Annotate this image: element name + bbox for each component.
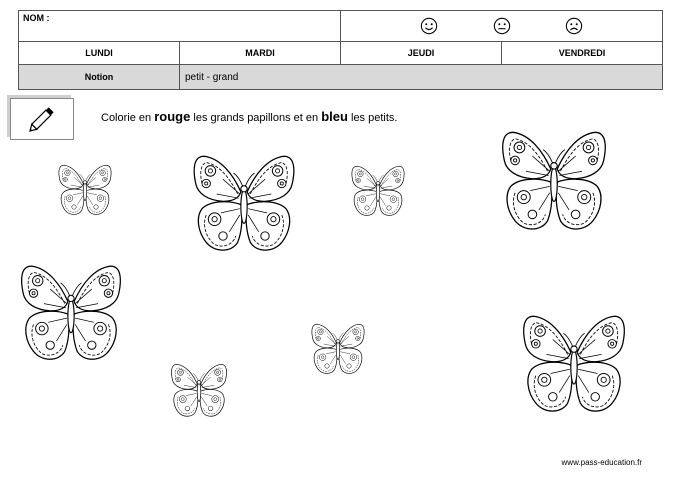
instruction-text bbox=[101, 109, 397, 124]
butterfly-large-1[interactable] bbox=[188, 152, 300, 257]
day-mardi: MARDI bbox=[180, 42, 341, 65]
name-label: NOM : bbox=[23, 13, 50, 23]
instruction-part1: Colorie en bbox=[101, 112, 155, 124]
header-table bbox=[18, 10, 663, 90]
butterfly-small-1[interactable] bbox=[56, 163, 114, 218]
butterfly-large-3[interactable] bbox=[13, 262, 129, 366]
color-word-rouge: rouge bbox=[154, 109, 191, 124]
day-lundi: LUNDI bbox=[19, 42, 180, 65]
name-field[interactable] bbox=[19, 11, 341, 42]
butterfly-large-2[interactable] bbox=[497, 128, 611, 236]
smiley-neutral-icon[interactable] bbox=[493, 17, 511, 35]
notion-label: Notion bbox=[19, 65, 180, 90]
butterfly-small-2[interactable] bbox=[349, 164, 407, 219]
color-word-bleu: bleu bbox=[321, 109, 348, 124]
footer-website: www.pass-education.fr bbox=[561, 458, 642, 467]
smiley-sad-icon[interactable] bbox=[565, 17, 583, 35]
day-jeudi: JEUDI bbox=[341, 42, 502, 65]
instruction-part3: les petits. bbox=[347, 112, 398, 124]
pencil-box bbox=[10, 98, 74, 140]
self-evaluation bbox=[341, 11, 663, 42]
instruction-part2: les grands papillons et en bbox=[190, 112, 322, 124]
butterfly-large-4[interactable] bbox=[518, 312, 630, 418]
pencil-icon bbox=[11, 99, 73, 139]
butterfly-small-3[interactable] bbox=[309, 322, 367, 377]
notion-value: petit - grand bbox=[180, 65, 663, 90]
smiley-happy-icon[interactable] bbox=[420, 17, 438, 35]
day-vendredi: VENDREDI bbox=[502, 42, 663, 65]
butterfly-small-4[interactable] bbox=[168, 362, 230, 420]
